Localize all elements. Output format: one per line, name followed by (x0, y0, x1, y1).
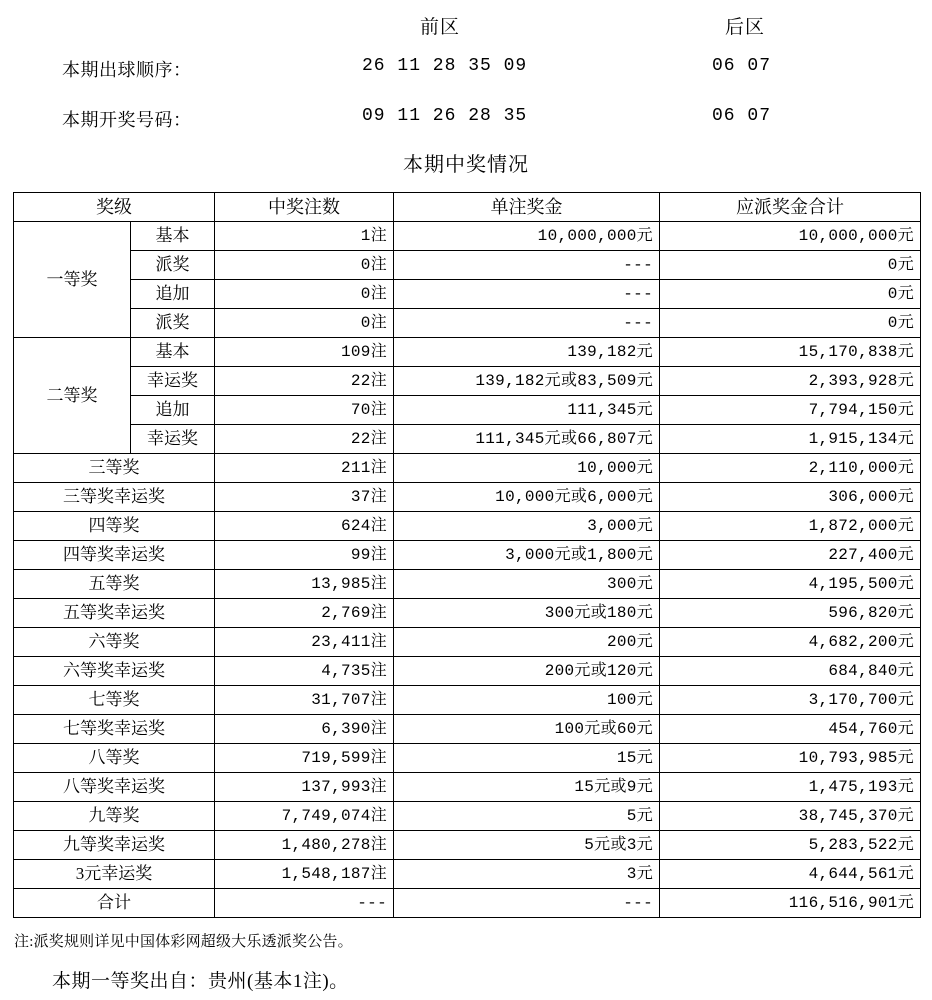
table-row (14, 802, 921, 831)
prize-level-label: 合计 (14, 889, 215, 918)
winning-count-cell: --- (215, 889, 394, 918)
total-prize-cell: 0元 (660, 309, 921, 338)
table-row (14, 686, 921, 715)
table-row (14, 367, 921, 396)
winning-count-cell: 13,985注 (215, 570, 394, 599)
winning-front-numbers: 09 11 26 28 35 (362, 106, 528, 126)
winning-count-cell: 1注 (215, 222, 394, 251)
table-row (14, 396, 921, 425)
table-row (14, 483, 921, 512)
winning-numbers-row (0, 106, 932, 140)
single-prize-cell: --- (394, 251, 660, 280)
back-zone-header: 后区 (725, 17, 766, 38)
total-prize-cell: 10,793,985元 (660, 744, 921, 773)
winning-count-cell: 4,735注 (215, 657, 394, 686)
single-prize-cell: 10,000元或6,000元 (394, 483, 660, 512)
prize-sub-label: 幸运奖 (131, 425, 215, 454)
prize-level-label: 八等奖幸运奖 (14, 773, 215, 802)
ball-order-label: 本期出球顺序： (62, 60, 192, 80)
single-prize-cell: 15元或9元 (394, 773, 660, 802)
total-prize-cell: 596,820元 (660, 599, 921, 628)
table-row (14, 251, 921, 280)
total-prize-cell: 1,872,000元 (660, 512, 921, 541)
single-prize-cell: 200元或120元 (394, 657, 660, 686)
table-row (14, 454, 921, 483)
single-prize-cell: 300元 (394, 570, 660, 599)
prize-level-label: 五等奖 (14, 570, 215, 599)
single-prize-cell: 200元 (394, 628, 660, 657)
winning-count-cell: 0注 (215, 280, 394, 309)
first-prize-origin-note: 本期一等奖出自：贵州(基本1注)。 (52, 971, 349, 992)
table-row (14, 280, 921, 309)
winning-count-cell: 2,769注 (215, 599, 394, 628)
header-total-prize: 应派奖金合计 (660, 193, 921, 222)
prize-level-label: 六等奖 (14, 628, 215, 657)
prize-results-table (13, 192, 921, 918)
prize-sub-label: 基本 (131, 222, 215, 251)
prize-group-label: 二等奖 (14, 338, 131, 454)
table-row (14, 744, 921, 773)
single-prize-cell: 111,345元 (394, 396, 660, 425)
single-prize-cell: --- (394, 309, 660, 338)
prize-level-label: 七等奖幸运奖 (14, 715, 215, 744)
table-row (14, 570, 921, 599)
rule-note: 注:派奖规则详见中国体彩网超级大乐透派奖公告。 (14, 934, 353, 950)
table-row (14, 338, 921, 367)
winning-count-cell: 211注 (215, 454, 394, 483)
single-prize-cell: 100元或60元 (394, 715, 660, 744)
single-prize-cell: 111,345元或66,807元 (394, 425, 660, 454)
single-prize-cell: 10,000元 (394, 454, 660, 483)
prize-level-label: 三等奖幸运奖 (14, 483, 215, 512)
header-winning-count: 中奖注数 (215, 193, 394, 222)
winning-count-cell: 109注 (215, 338, 394, 367)
ball-order-row (0, 56, 932, 90)
total-prize-cell: 15,170,838元 (660, 338, 921, 367)
total-prize-cell: 4,644,561元 (660, 860, 921, 889)
winning-back-numbers: 06 07 (712, 106, 772, 126)
table-row (14, 541, 921, 570)
single-prize-cell: --- (394, 889, 660, 918)
total-prize-cell: 38,745,370元 (660, 802, 921, 831)
total-prize-cell: 1,915,134元 (660, 425, 921, 454)
winning-numbers-label: 本期开奖号码： (62, 110, 192, 130)
table-row (14, 599, 921, 628)
total-prize-cell: 5,283,522元 (660, 831, 921, 860)
winning-count-cell: 22注 (215, 367, 394, 396)
table-row (14, 773, 921, 802)
total-prize-cell: 454,760元 (660, 715, 921, 744)
table-row (14, 657, 921, 686)
prize-sub-label: 派奖 (131, 309, 215, 338)
prize-level-label: 七等奖 (14, 686, 215, 715)
winning-count-cell: 624注 (215, 512, 394, 541)
total-prize-cell: 7,794,150元 (660, 396, 921, 425)
ball-order-back-numbers: 06 07 (712, 56, 772, 76)
total-prize-cell: 3,170,700元 (660, 686, 921, 715)
winning-count-cell: 31,707注 (215, 686, 394, 715)
prize-level-label: 九等奖 (14, 802, 215, 831)
table-row (14, 628, 921, 657)
total-prize-cell: 1,475,193元 (660, 773, 921, 802)
total-prize-cell: 4,195,500元 (660, 570, 921, 599)
single-prize-cell: 5元 (394, 802, 660, 831)
total-prize-cell: 10,000,000元 (660, 222, 921, 251)
winning-count-cell: 7,749,074注 (215, 802, 394, 831)
winning-count-cell: 70注 (215, 396, 394, 425)
total-prize-cell: 116,516,901元 (660, 889, 921, 918)
prize-level-label: 四等奖幸运奖 (14, 541, 215, 570)
prize-level-label: 九等奖幸运奖 (14, 831, 215, 860)
single-prize-cell: 5元或3元 (394, 831, 660, 860)
total-prize-cell: 2,393,928元 (660, 367, 921, 396)
single-prize-cell: 3元 (394, 860, 660, 889)
prize-sub-label: 追加 (131, 396, 215, 425)
total-prize-cell: 684,840元 (660, 657, 921, 686)
total-prize-cell: 0元 (660, 251, 921, 280)
winning-count-cell: 0注 (215, 251, 394, 280)
table-row (14, 889, 921, 918)
winning-count-cell: 1,548,187注 (215, 860, 394, 889)
prize-group-label: 一等奖 (14, 222, 131, 338)
single-prize-cell: 300元或180元 (394, 599, 660, 628)
table-row (14, 715, 921, 744)
single-prize-cell: 3,000元或1,800元 (394, 541, 660, 570)
winning-count-cell: 99注 (215, 541, 394, 570)
prize-sub-label: 派奖 (131, 251, 215, 280)
table-row (14, 860, 921, 889)
single-prize-cell: --- (394, 280, 660, 309)
prize-level-label: 五等奖幸运奖 (14, 599, 215, 628)
winning-count-cell: 137,993注 (215, 773, 394, 802)
single-prize-cell: 3,000元 (394, 512, 660, 541)
single-prize-cell: 10,000,000元 (394, 222, 660, 251)
prize-sub-label: 追加 (131, 280, 215, 309)
single-prize-cell: 100元 (394, 686, 660, 715)
header-prize-level: 奖级 (14, 193, 215, 222)
single-prize-cell: 15元 (394, 744, 660, 773)
table-row (14, 831, 921, 860)
header-single-prize: 单注奖金 (394, 193, 660, 222)
winning-count-cell: 1,480,278注 (215, 831, 394, 860)
winning-count-cell: 719,599注 (215, 744, 394, 773)
total-prize-cell: 2,110,000元 (660, 454, 921, 483)
total-prize-cell: 227,400元 (660, 541, 921, 570)
front-zone-header: 前区 (420, 17, 461, 38)
winning-count-cell: 37注 (215, 483, 394, 512)
table-row (14, 222, 921, 251)
draw-numbers-block (0, 0, 932, 146)
table-row (14, 512, 921, 541)
winning-count-cell: 6,390注 (215, 715, 394, 744)
prize-level-label: 三等奖 (14, 454, 215, 483)
winning-count-cell: 0注 (215, 309, 394, 338)
table-row (14, 309, 921, 338)
single-prize-cell: 139,182元或83,509元 (394, 367, 660, 396)
table-header-row (14, 193, 921, 222)
total-prize-cell: 0元 (660, 280, 921, 309)
total-prize-cell: 4,682,200元 (660, 628, 921, 657)
winning-count-cell: 23,411注 (215, 628, 394, 657)
winning-count-cell: 22注 (215, 425, 394, 454)
prize-sub-label: 幸运奖 (131, 367, 215, 396)
single-prize-cell: 139,182元 (394, 338, 660, 367)
prize-level-label: 四等奖 (14, 512, 215, 541)
prize-level-label: 3元幸运奖 (14, 860, 215, 889)
section-title: 本期中奖情况 (403, 154, 529, 176)
prize-sub-label: 基本 (131, 338, 215, 367)
prize-level-label: 八等奖 (14, 744, 215, 773)
prize-level-label: 六等奖幸运奖 (14, 657, 215, 686)
table-row (14, 425, 921, 454)
ball-order-front-numbers: 26 11 28 35 09 (362, 56, 528, 76)
total-prize-cell: 306,000元 (660, 483, 921, 512)
